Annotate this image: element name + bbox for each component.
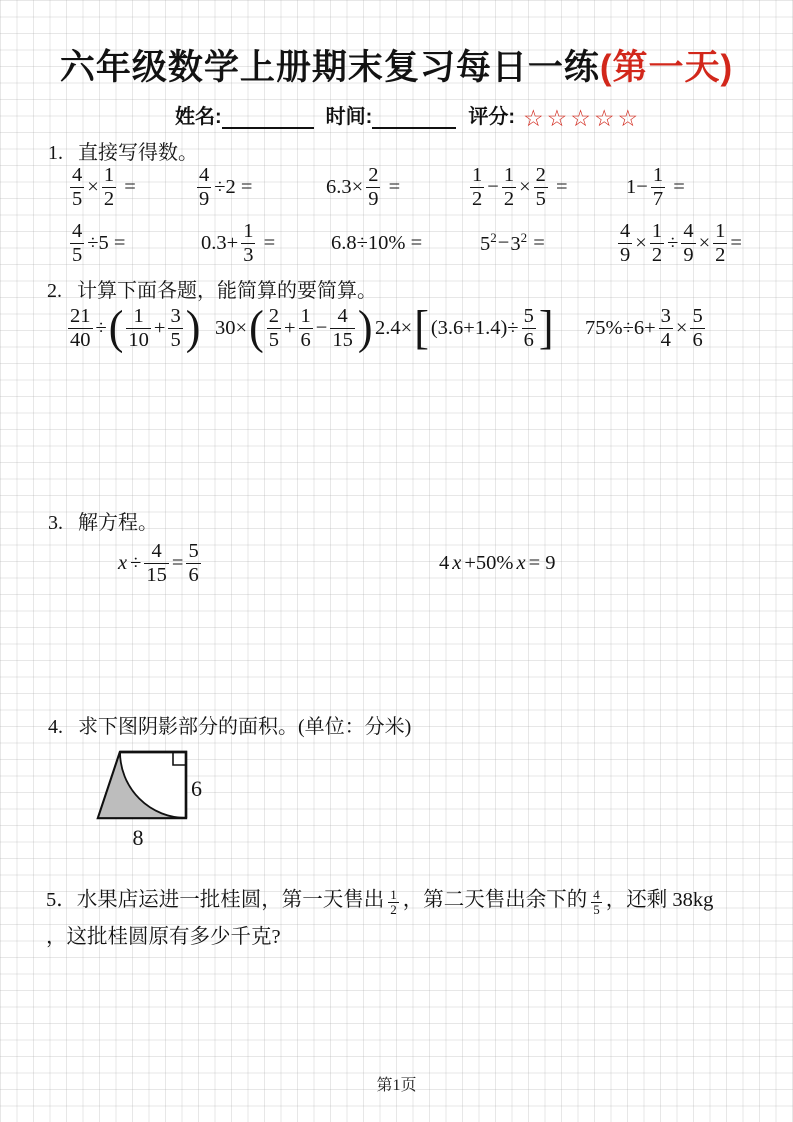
q2-number: 2. — [47, 280, 62, 302]
math-expression: x ÷ $\frac{4}{15}$ = $\frac{5}{6}$ — [118, 539, 199, 586]
math-expression: $\frac{21}{40}$ ÷ ( $\frac{1}{10}$ + $\frac{3}{5}$ ) — [70, 301, 201, 354]
q1-text: 直接写得数。 — [78, 142, 198, 164]
q1-number: 1. — [48, 142, 63, 164]
math-expression: 4 x +50% x = 9 — [439, 551, 556, 574]
math-expression: $5^2$ − $3^2$ = — [480, 230, 545, 255]
page-title-main: 六年级数学上册期末复习每日一练 — [59, 48, 600, 87]
header-fields — [175, 100, 641, 129]
shaded-area-figure — [90, 744, 225, 859]
math-expression: $\frac{4}{5}$ × $\frac{1}{2}$ = — [72, 163, 136, 210]
math-expression: 6.3× $\frac{2}{9}$ = — [326, 163, 401, 210]
q5-line1: 5．水果店运进一批桂圆，第一天售出 $\frac{1}{2}$ ，第二天售出余下的 $\frac{4}{5}$ ，还剩 38kg — [46, 887, 714, 918]
q3-heading — [48, 506, 158, 535]
q2-text: 计算下面各题，能简算的要简算。 — [77, 280, 377, 302]
score-stars: ☆☆☆☆☆ — [523, 105, 642, 131]
q4-number: 4. — [48, 716, 63, 738]
score-label: 评分: — [468, 106, 516, 128]
q5-line2: ，这批桂圆原有多少千克? — [46, 926, 281, 948]
name-blank — [222, 106, 314, 129]
time-label: 时间: — [325, 106, 373, 128]
q4-text: 求下图阴影部分的面积。(单位：分米) — [78, 716, 412, 738]
base-length-label: 8 — [132, 825, 144, 850]
q3-number: 3. — [48, 512, 63, 534]
math-expression: $\frac{4}{9}$ × $\frac{1}{2}$ ÷ $\frac{4}{9}$ × $\frac{1}{2}$ = — [620, 219, 742, 266]
side-length-label: 6 — [191, 776, 202, 801]
page-title — [0, 40, 793, 90]
math-expression: 30× ( $\frac{2}{5}$ + $\frac{1}{6}$ − $\frac{4}{15}$ ) — [215, 301, 373, 354]
name-label: 姓名: — [175, 106, 222, 128]
q5-problem — [46, 882, 776, 956]
math-expression: 0.3+ $\frac{1}{3}$ = — [201, 219, 276, 266]
geometry-diagram — [90, 744, 225, 854]
math-expression: $\frac{1}{2}$ − $\frac{1}{2}$ × $\frac{2}{5}$ = — [472, 163, 568, 210]
q3-text: 解方程。 — [78, 512, 158, 534]
math-expression: 75%÷6+ $\frac{3}{4}$ × $\frac{5}{6}$ — [585, 304, 703, 351]
page-number: 第1页 — [376, 1077, 417, 1094]
math-expression: 2.4× [ (3.6+1.4)÷ $\frac{5}{6}$ ] — [375, 301, 554, 354]
q4-heading — [48, 710, 411, 739]
math-expression: 1− $\frac{1}{7}$ = — [626, 163, 685, 210]
math-expression: $\frac{4}{9}$ ÷2 = — [199, 163, 253, 210]
math-expression: 6.8÷10% = — [331, 231, 423, 254]
math-expression: $\frac{4}{5}$ ÷5 = — [72, 219, 126, 266]
time-blank — [372, 106, 456, 129]
page-title-day: (第一天) — [599, 48, 734, 87]
